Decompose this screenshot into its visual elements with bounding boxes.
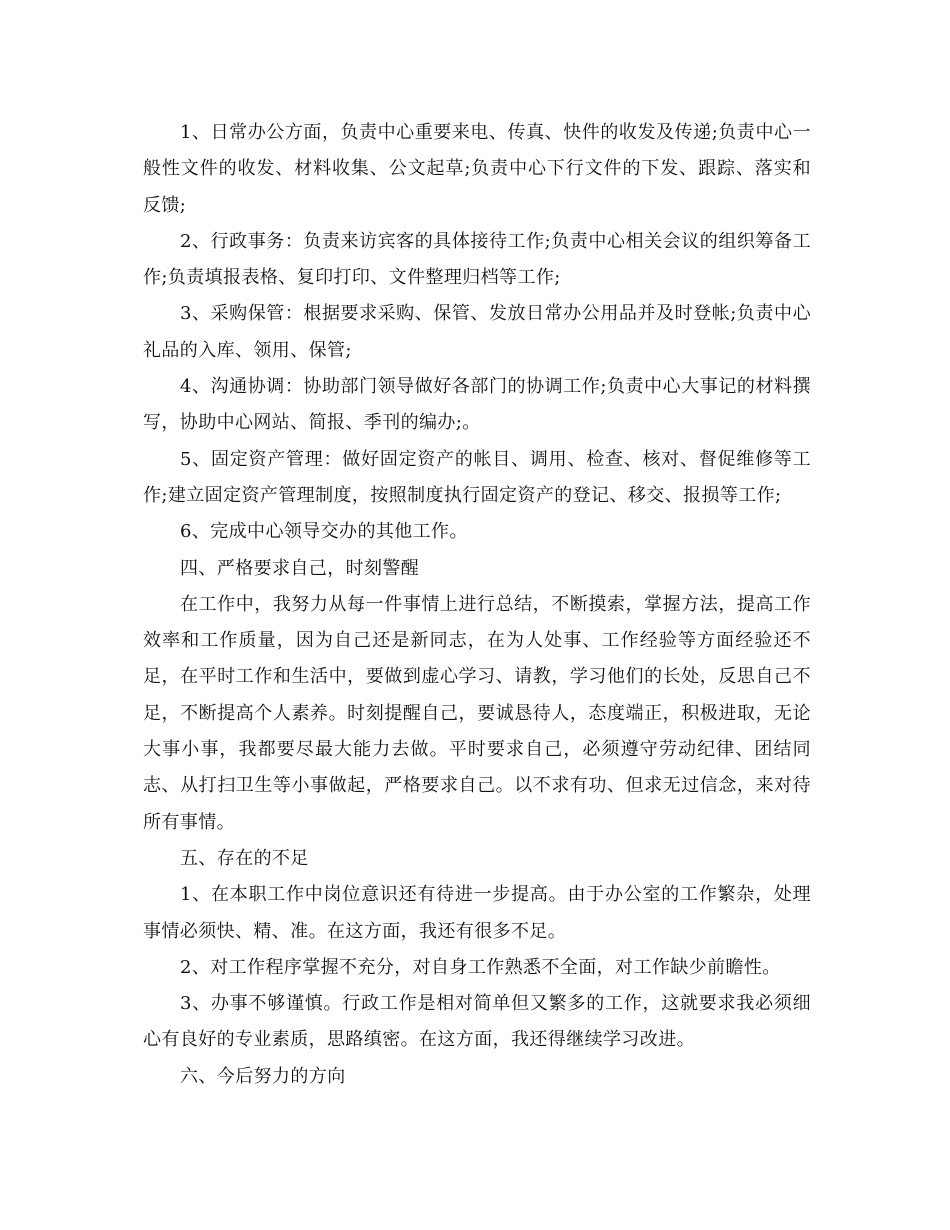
section-heading-6: 六、今后努力的方向 <box>180 1065 346 1087</box>
paragraph-duty-4: 4、沟通协调：协助部门领导做好各部门的协调工作;负责中心大事记的材料撰写，协助中心网站、简报、季刊的编办;。 <box>143 376 811 434</box>
document-body <box>143 115 811 1095</box>
paragraph-self-discipline: 在工作中，我努力从每一件事情上进行总结，不断摸索，掌握方法，提高工作效率和工作质量，因为自己还是新同志，在为人处事、工作经验等方面经验还不足，在平时工作和生活中，要做到虚心学习、请教，学习他们的长处，反思自己不足，不断提高个人素养。时刻提醒自己，要诚恳待人，态度端正，积极进取，无论大事小事，我都要尽最大能力去做。平时要求自己，必须遵守劳动纪律、团结同志、从打扫卫生等小事做起，严格要求自己。以不求有功、但求无过信念，来对待所有事情。 <box>143 593 811 833</box>
section-heading-5: 五、存在的不足 <box>180 847 309 869</box>
paragraph-duty-3: 3、采购保管：根据要求采购、保管、发放日常办公用品并及时登帐;负责中心礼品的入库、领用、保管; <box>143 303 811 361</box>
paragraph-duty-6: 6、完成中心领导交办的其他工作。 <box>180 521 468 543</box>
paragraph-duty-2: 2、行政事务：负责来访宾客的具体接待工作;负责中心相关会议的组织筹备工作;负责填报表格、复印打印、文件整理归档等工作; <box>143 230 811 289</box>
paragraph-shortcoming-2: 2、对工作程序掌握不充分，对自身工作熟悉不全面，对工作缺少前瞻性。 <box>180 956 781 978</box>
paragraph-duty-1: 1、日常办公方面，负责中心重要来电、传真、快件的收发及传递;负责中心一般性文件的收发、材料收集、公文起草;负责中心下行文件的下发、跟踪、落实和反馈; <box>143 122 811 216</box>
paragraph-shortcoming-1: 1、在本职工作中岗位意识还有待进一步提高。由于办公室的工作繁杂，处理事情必须快、精、准。在这方面，我还有很多不足。 <box>143 884 811 942</box>
paragraph-shortcoming-3: 3、办事不够谨慎。行政工作是相对简单但又繁多的工作，这就要求我必须细心有良好的专业素质，思路缜密。在这方面，我还得继续学习改进。 <box>143 993 811 1051</box>
section-heading-4: 四、严格要求自己，时刻警醒 <box>180 557 420 579</box>
paragraph-duty-5: 5、固定资产管理：做好固定资产的帐目、调用、检查、核对、督促维修等工作;建立固定资产管理制度，按照制度执行固定资产的登记、移交、报损等工作; <box>143 448 811 506</box>
